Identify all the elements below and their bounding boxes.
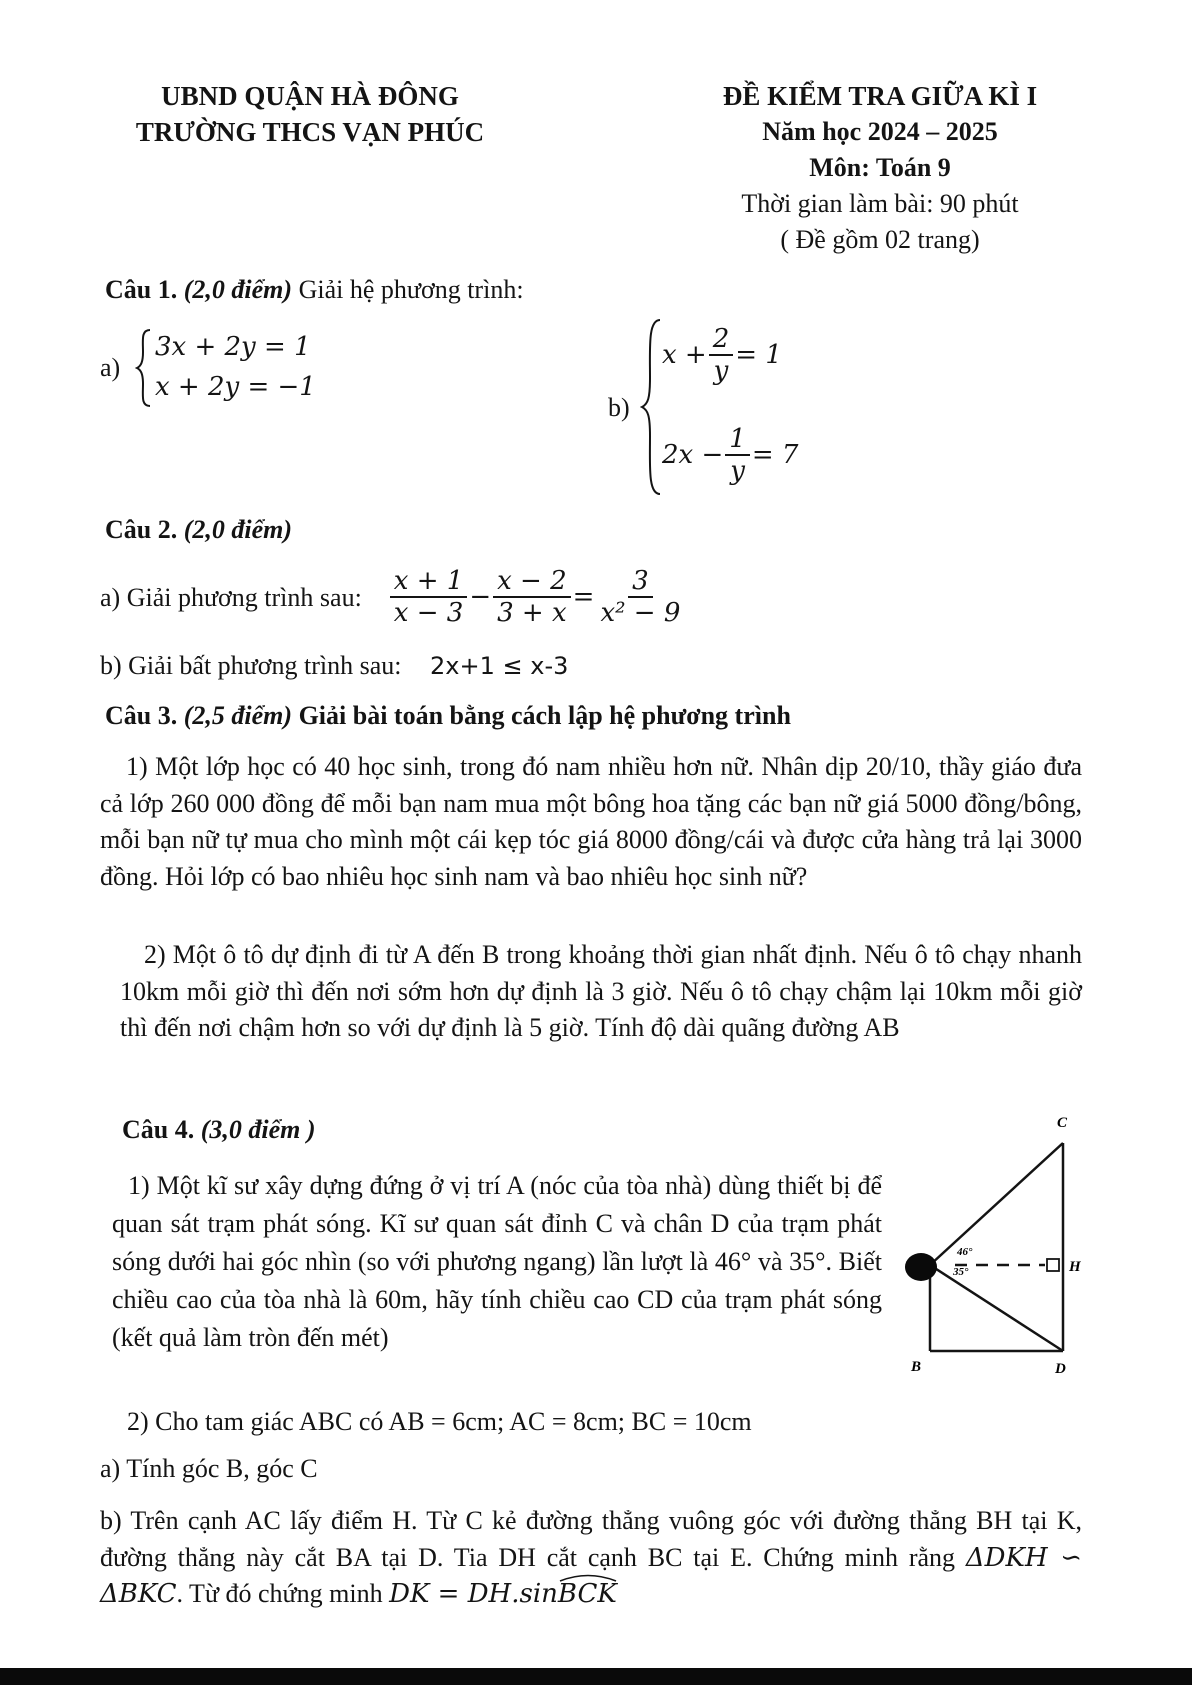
exam-header [640,78,1120,258]
q1b-eq2-fraction [725,424,750,486]
q1b-brace [640,318,664,496]
point-h-label: H [1069,1259,1081,1275]
q1a-brace [135,328,155,408]
q3-heading: Giải bài toán bằng cách lập hệ phương trình [298,701,791,730]
q4-points: (3,0 điểm ) [200,1115,316,1144]
q2-points: (2,0 điểm) [183,515,293,544]
page-count: ( Đề gồm 02 trang) [780,225,980,254]
q3-part2: 2) Một ô tô dự định đi từ A đến B trong khoảng thời gian nhất định. Nếu ô tô chạy nhanh 10km mỗi giờ thì đến nơi sớm hơn dự định là 3 giờ. Nếu ô tô chạy chậm lại 10km mỗi giờ thì đến nơi chậm hơn so với dự định là 5 giờ. Tính độ dài quãng đường AB [120,940,1082,1042]
q3-points: (2,5 điểm) [183,701,293,730]
school-year: Năm học 2024 – 2025 [762,117,998,146]
q1b-eq1-right: = 1 [735,339,782,370]
q2a-equation [388,566,687,628]
sight-line-bottom [930,1265,1063,1351]
q2a-minus: − [469,581,492,612]
q2a-fraction-3 [596,566,684,628]
q4-equation: DK = DH.sin [389,1579,558,1609]
q1b-eq2-left: 2x − [662,439,724,470]
q2a-fraction-2 [493,566,571,628]
q3-title [105,698,791,733]
q4-part2b-line1: b) Trên cạnh AC lấy điểm H. Từ C kẻ đường thẳng vuông góc với đường thẳng BH tại K, đường thẳng này cắt BA tại D. Tia DH cắt cạnh BC tại E. Chứng minh [100,1506,1082,1572]
q2a-equals: = [572,581,595,612]
q1-label: Câu 1. [105,275,178,304]
school-name: TRƯỜNG THCS VẠN PHÚC [135,117,485,147]
q2-title [105,512,292,547]
q4-part2b [100,1503,1082,1613]
q4-label: Câu 4. [122,1115,195,1144]
q4-part2b-text: . Từ đó chứng minh [176,1579,383,1608]
exam-title: ĐỀ KIỂM TRA GIỮA KÌ I [722,81,1038,111]
q2a-text: a) Giải phương trình sau: [100,582,362,612]
q1b-eq2-num: 1 [725,424,750,456]
q1b-label: b) [608,393,630,422]
sight-line-top [930,1143,1063,1265]
point-d-label: D [1055,1361,1066,1377]
q2b-line [100,648,568,684]
q2a-f2-num: x − 2 [493,566,571,598]
q4-angle [558,1576,617,1613]
angle-bottom-label: 35° [953,1266,969,1278]
point-c-label: C [1057,1115,1068,1131]
observer-icon [905,1253,937,1281]
district-name: UBND QUẬN HÀ ĐÔNG [161,81,459,111]
angle-hat-icon [558,1572,618,1582]
q1b-eq1-left: x + [662,339,707,370]
q3-label: Câu 3. [105,701,178,730]
right-angle-mark [1047,1259,1059,1271]
q2a-line [100,566,686,628]
q2a-f1-num: x + 1 [390,566,468,598]
school-header [95,78,525,150]
q2a-fraction-1 [390,566,468,628]
angle-top-label: 46° [957,1246,973,1258]
q2a-f3-den: x² − 9 [600,598,681,628]
q2a-f3-num: 3 [628,566,653,598]
q2b-expression: 2x+1 ≤ x-3 [430,652,569,680]
q1-points: (2,0 điểm) [183,275,293,304]
q1-prompt: Giải hệ phương trình: [298,275,524,304]
q4-angle-text: BCK [557,1579,617,1609]
duration: Thời gian làm bài: 90 phút [741,189,1019,218]
q1b-eq1-num: 2 [709,324,734,356]
scan-bottom-edge [0,1668,1192,1685]
q4-similarity: ΔDKH ∽ ΔBKC [100,1542,1083,1609]
point-b-label: B [911,1359,922,1375]
q1a-label: a) [100,353,121,382]
q1b-eq2 [662,424,798,486]
q1b-eq1-fraction [709,324,734,386]
tower-figure [895,1105,1095,1385]
q1-title [105,272,524,307]
q2b-text: b) Giải bất phương trình sau: [100,651,402,680]
q3-part1: 1) Một lớp học có 40 học sinh, trong đó nam nhiều hơn nữ. Nhân dịp 20/10, thầy giáo đưa cả lớp 260 000 đồng để mỗi bạn nam mua một bông hoa tặng các bạn nữ giá 5000 đồng/bông, mỗi bạn nữ tự mua cho mình một cái kẹp tóc giá 8000 đồng/cái và được cửa hàng trả lại 3000 đồng. Hỏi lớp có bao nhiêu học sinh nam và bao nhiêu học sinh nữ? [100,752,1082,891]
q4-part2a: a) Tính góc B, góc C [100,1454,318,1483]
q1b-eq1 [662,324,782,386]
subject: Môn: Toán 9 [809,153,951,182]
q4-title [122,1112,316,1147]
q4-part2: 2) Cho tam giác ABC có AB = 6cm; AC = 8cm; BC = 10cm [127,1407,752,1436]
q1a-eq2: x + 2y = −1 [155,372,316,402]
q1a-eq1: 3x + 2y = 1 [155,332,311,362]
q1b-eq2-right: = 7 [751,439,799,470]
q2a-f1-den: x − 3 [393,598,464,628]
q1b-eq1-den: y [713,356,729,386]
q4-part1: 1) Một kĩ sư xây dựng đứng ở vị trí A (nóc của tòa nhà) dùng thiết bị để quan sát trạm phát sóng. Kĩ sư quan sát đỉnh C và chân D của trạm phát sóng dưới hai góc nhìn (so với phương ngang) lần lượt là 46° và 35°. Biết chiều cao của tòa nhà là 60m, hãy tính chiều cao CD của trạm phát sóng (kết quả làm tròn đến mét) [112,1171,882,1352]
q2-label: Câu 2. [105,515,178,544]
q4-part2b-word: rằng [908,1542,956,1572]
q2a-f2-den: 3 + x [497,598,567,628]
q1b-eq2-den: y [730,456,745,486]
